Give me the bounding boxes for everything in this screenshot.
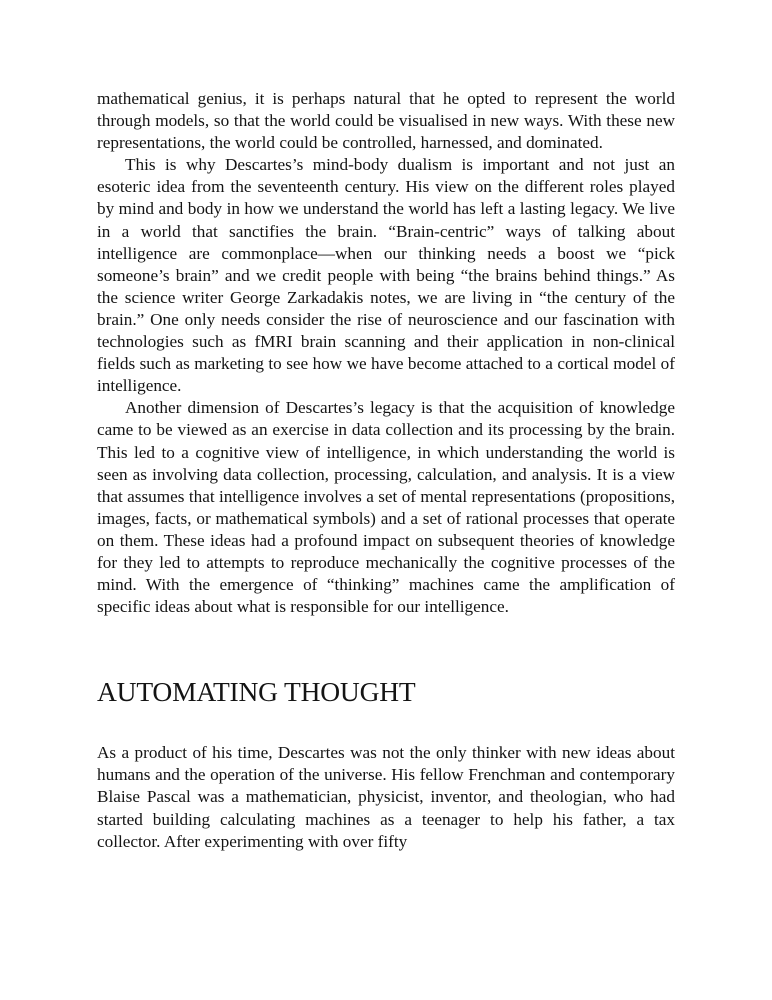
paragraph-continuation: mathematical genius, it is perhaps natural that he opted to represent the world through models, so that the world could be visualised in new ways. With these new representations, the world could be controlled, harnessed, and dominated. bbox=[97, 89, 675, 153]
section-heading: AUTOMATING THOUGHT bbox=[97, 676, 416, 708]
paragraph-mind-body-dualism: This is why Descartes’s mind-body dualism is important and not just an esoteric idea from the seventeenth century. His view on the different roles played by mind and body in how we understand the world has left a lasting legacy. We live in a world that sanctifies the brain. “Brain-centric” ways of talking about intelligence are commonplace—when our thinking needs a boost we “pick someone’s brain” and we credit people with being “the brains behind things.” As the science writer George Zarkadakis notes, we are living in “the century of the brain.” One only needs consider the rise of neuroscience and our fascination with technologies such as fMRI brain scanning and their application in non-clinical fields such as marketing to see how we have become attached to a cortical model of intelligence. bbox=[97, 155, 675, 396]
page-body bbox=[97, 88, 675, 853]
paragraph-section-intro: As a product of his time, Descartes was not the only thinker with new ideas about humans and the operation of the universe. His fellow Frenchman and contemporary Blaise Pascal was a mathematician, physicist, inventor, and theologian, who had started building calculating machines as a teenager to help his father, a tax collector. After experimenting with over fifty bbox=[97, 743, 675, 851]
paragraph-descartes-legacy: Another dimension of Descartes’s legacy is that the acquisition of knowledge came to be viewed as an exercise in data collection and its processing by the brain. This led to a cognitive view of intelligence, in which understanding the world is seen as involving data collection, processing, calculation, and analysis. It is a view that assumes that intelligence involves a set of mental representations (propositions, images, facts, or mathematical symbols) and a set of rational processes that operate on them. These ideas had a profound impact on subsequent theories of knowledge for they led to attempts to reproduce mechanically the cognitive processes of the mind. With the emergence of “thinking” machines came the amplification of specific ideas about what is responsible for our intelligence. bbox=[97, 398, 675, 617]
